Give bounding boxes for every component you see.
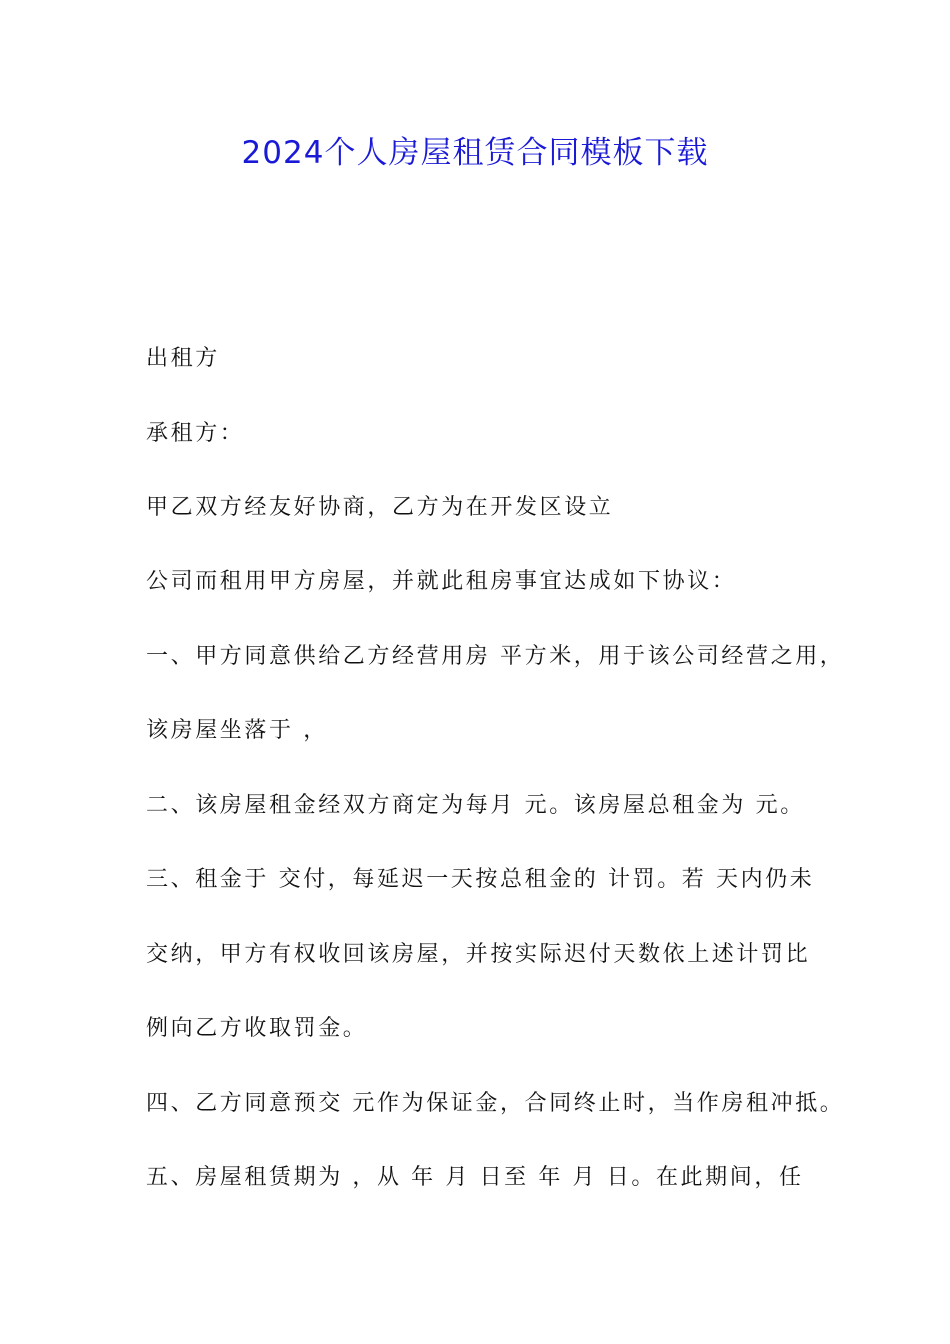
text-line-intro-2: 公司而租用甲方房屋，并就此租房事宜达成如下协议： — [146, 569, 737, 594]
text-line-intro-1: 甲乙双方经友好协商，乙方为在开发区设立 — [146, 495, 614, 520]
text-line-clause-3c: 例向乙方收取罚金。 — [146, 1016, 368, 1041]
text-line-clause-1b: 该房屋坐落于 ， — [146, 718, 328, 743]
text-line-clause-3b: 交纳，甲方有权收回该房屋，并按实际迟付天数依上述计罚比 — [146, 942, 811, 967]
text-line-clause-5: 五、房屋租赁期为 ，从 年 月 日至 年 月 日。在此期间，任 — [146, 1165, 804, 1190]
text-line-clause-4: 四、乙方同意预交 元作为保证金，合同终止时，当作房租冲抵。 — [146, 1091, 845, 1116]
text-line-clause-2: 二、该房屋租金经双方商定为每月 元。该房屋总租金为 元。 — [146, 793, 805, 818]
text-line-lessor: 出租方 — [146, 346, 220, 371]
text-line-clause-3a: 三、租金于 交付，每延迟一天按总租金的 计罚。若 天内仍未 — [146, 867, 815, 892]
document-title: 2024个人房屋租赁合同模板下载 — [241, 135, 709, 171]
text-line-lessee: 承租方： — [146, 421, 245, 446]
text-line-clause-1a: 一、甲方同意供给乙方经营用房 平方米，用于该公司经营之用， — [146, 644, 845, 669]
